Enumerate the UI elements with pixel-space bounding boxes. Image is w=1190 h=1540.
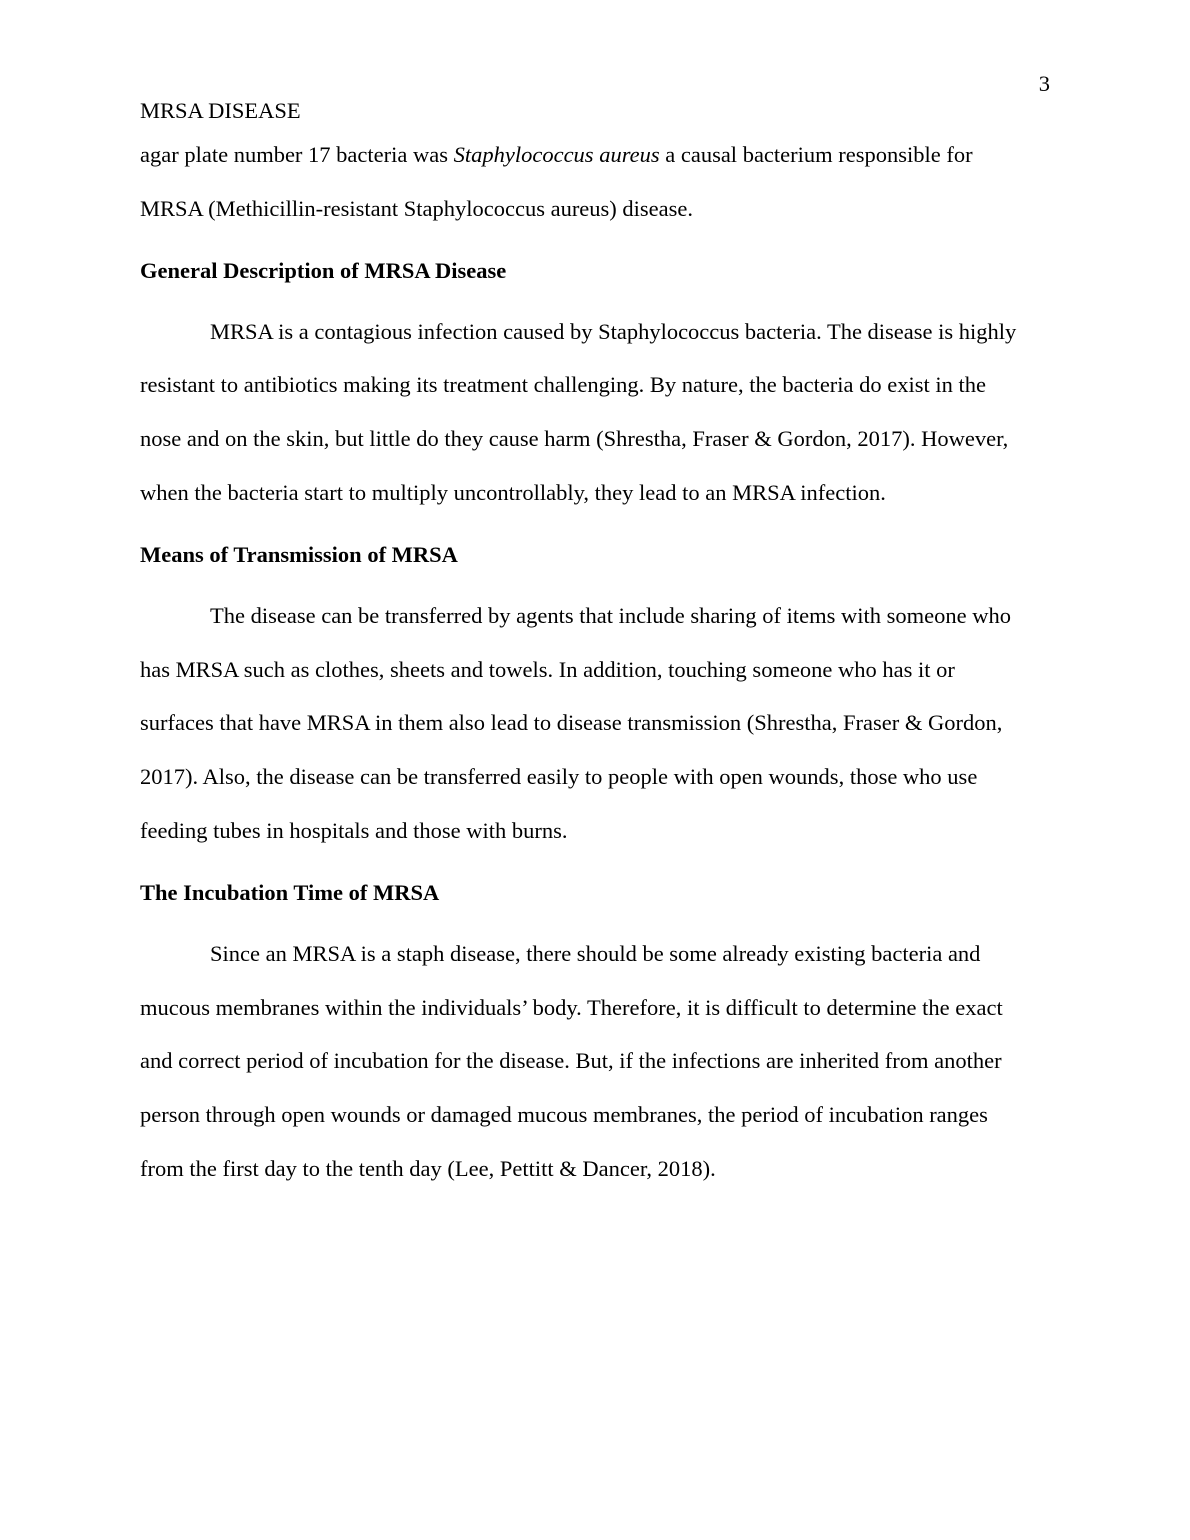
paragraph-line: feeding tubes in hospitals and those with burns.: [140, 817, 568, 843]
paragraph-line: and correct period of incubation for the disease. But, if the infections are inherited from another: [140, 1048, 1002, 1074]
paragraph-line: Since an MRSA is a staph disease, there should be some already existing bacteria and: [210, 940, 981, 966]
paragraph-line: nose and on the skin, but little do they cause harm (Shrestha, Fraser & Gordon, 2017). However,: [140, 426, 1009, 452]
section-heading-general-description: General Description of MRSA Disease: [140, 257, 507, 283]
paragraph-line: when the bacteria start to multiply uncontrollably, they lead to an MRSA infection.: [140, 479, 886, 505]
running-head: MRSA DISEASE: [140, 98, 301, 123]
section-heading-incubation: The Incubation Time of MRSA: [140, 879, 440, 905]
intro-text: agar plate number 17 bacteria was: [140, 142, 454, 167]
paragraph-line: person through open wounds or damaged mucous membranes, the period of incubation ranges: [140, 1102, 988, 1128]
paragraph-line: mucous membranes within the individuals’ body. Therefore, it is difficult to determine the exact: [140, 994, 1003, 1020]
intro-line-1: [140, 128, 1055, 182]
page-number: 3: [1038, 71, 1050, 96]
paragraph-line: from the first day to the tenth day (Lee, Pettitt & Dancer, 2018).: [140, 1155, 716, 1181]
paragraph-line: 2017). Also, the disease can be transferred easily to people with open wounds, those who use: [140, 764, 978, 790]
paragraph-line: has MRSA such as clothes, sheets and towels. In addition, touching someone who has it or: [140, 656, 955, 682]
species-name: Staphylococcus aureus: [453, 142, 660, 167]
paragraph-line: surfaces that have MRSA in them also lead to disease transmission (Shrestha, Fraser & Gordon,: [140, 710, 1003, 736]
document-body: [140, 128, 1055, 1196]
paragraph-line: MRSA is a contagious infection caused by Staphylococcus bacteria. The disease is highly: [210, 318, 1017, 344]
intro-line-2: MRSA (Methicillin-resistant Staphylococcus aureus) disease.: [140, 195, 694, 221]
paragraph-line: The disease can be transferred by agents that include sharing of items with someone who: [210, 602, 1012, 628]
paragraph-line: resistant to antibiotics making its treatment challenging. By nature, the bacteria do exist in the: [140, 372, 987, 398]
section-heading-transmission: Means of Transmission of MRSA: [140, 541, 458, 567]
intro-text: a causal bacterium responsible for: [659, 142, 973, 167]
